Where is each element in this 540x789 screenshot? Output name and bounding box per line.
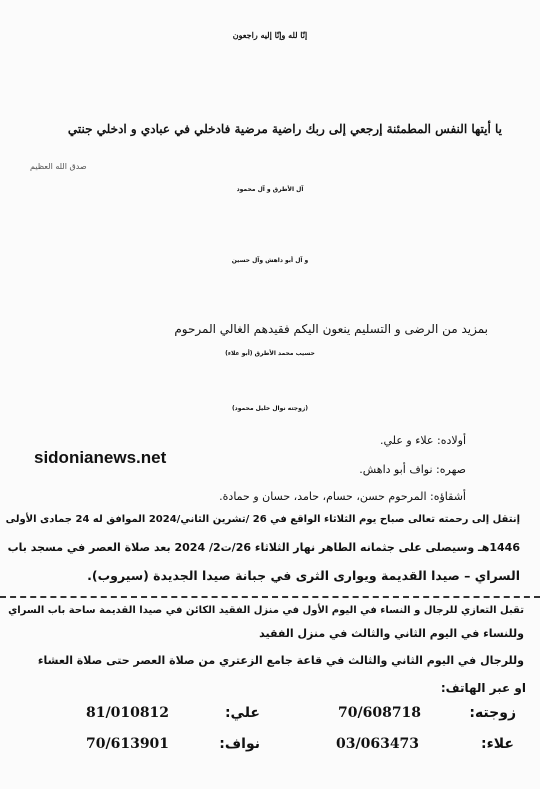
nawaf-phone-label: نواف: xyxy=(219,736,260,752)
watermark-site: sidonianews.net xyxy=(34,448,167,467)
ali-phone-label: علي: xyxy=(224,705,260,721)
quran-verse: يا أيتها النفس المطمئنة إرجعي إلى ربك راضية مرضية فادخلي في عبادي و ادخلي جنتي xyxy=(67,122,502,136)
siblings-line: أشقاؤه: المرحوم حسن، حسام، حامد، حسان و حمادة. xyxy=(219,490,466,503)
families-line-1: آل الأطرق و آل محمود xyxy=(236,186,304,193)
condolences-line-1: تقبل التعازي للرجال و النساء في اليوم الأول في منزل الفقيد الكائن في صيدا القديمة ساحة باب السراي xyxy=(8,605,524,616)
section-divider xyxy=(0,596,540,598)
announcement-line-2: 1446هـ وسيصلى على جثمانه الطاهر نهار الثلاثاء 26/ت2/ 2024 بعد صلاة العصر في مسجد باب xyxy=(7,541,520,554)
deceased-wife: (زوجته نوال خليل محمود) xyxy=(231,405,309,412)
phone-heading: او عبر الهاتف: xyxy=(440,681,526,695)
nawaf-phone-number: 70/613901 xyxy=(86,736,170,752)
announcement-line-1: إنتقل إلى رحمته تعالى صباح يوم الثلاثاء الواقع في 26 /تشرين الثاني/2024 الموافق له 24 جمادى الأولى xyxy=(5,514,520,525)
wife-phone-number: 70/608718 xyxy=(338,705,422,721)
wife-phone-label: زوجته: xyxy=(469,705,516,721)
alaa-phone-label: علاء: xyxy=(481,736,514,752)
condolences-line-3: وللرجال في اليوم الثاني والثالث في قاعة جامع الزعتري من صلاة العصر حتى صلاة العشاء xyxy=(37,654,524,667)
families-line-2: و آل أبو داهش وآل حسين xyxy=(231,257,309,264)
deceased-name: حسيب محمد الأطرق (أبو علاء) xyxy=(225,350,315,357)
children-line: أولاده: علاء و علي. xyxy=(380,434,466,447)
alaa-phone-number: 03/063473 xyxy=(336,736,420,752)
announcement-line-3: السراي – صيدا القديمة ويوارى الثرى في جبانة صيدا الجديدة (سيروب). xyxy=(87,568,520,583)
ali-phone-number: 81/010812 xyxy=(86,705,170,721)
mourning-intro: بمزيد من الرضى و التسليم ينعون اليكم فقيدهم الغالي المرحوم xyxy=(174,322,488,336)
verse-source: صدق الله العظيم xyxy=(30,162,87,171)
condolences-line-2: وللنساء في اليوم الثاني والثالث في منزل الفقيد xyxy=(259,627,524,640)
quran-calligraphy-heading: إنّا لله وإنّا إليه راجعون xyxy=(232,30,308,40)
son-in-law-line: صهره: نواف أبو داهش. xyxy=(359,463,466,476)
